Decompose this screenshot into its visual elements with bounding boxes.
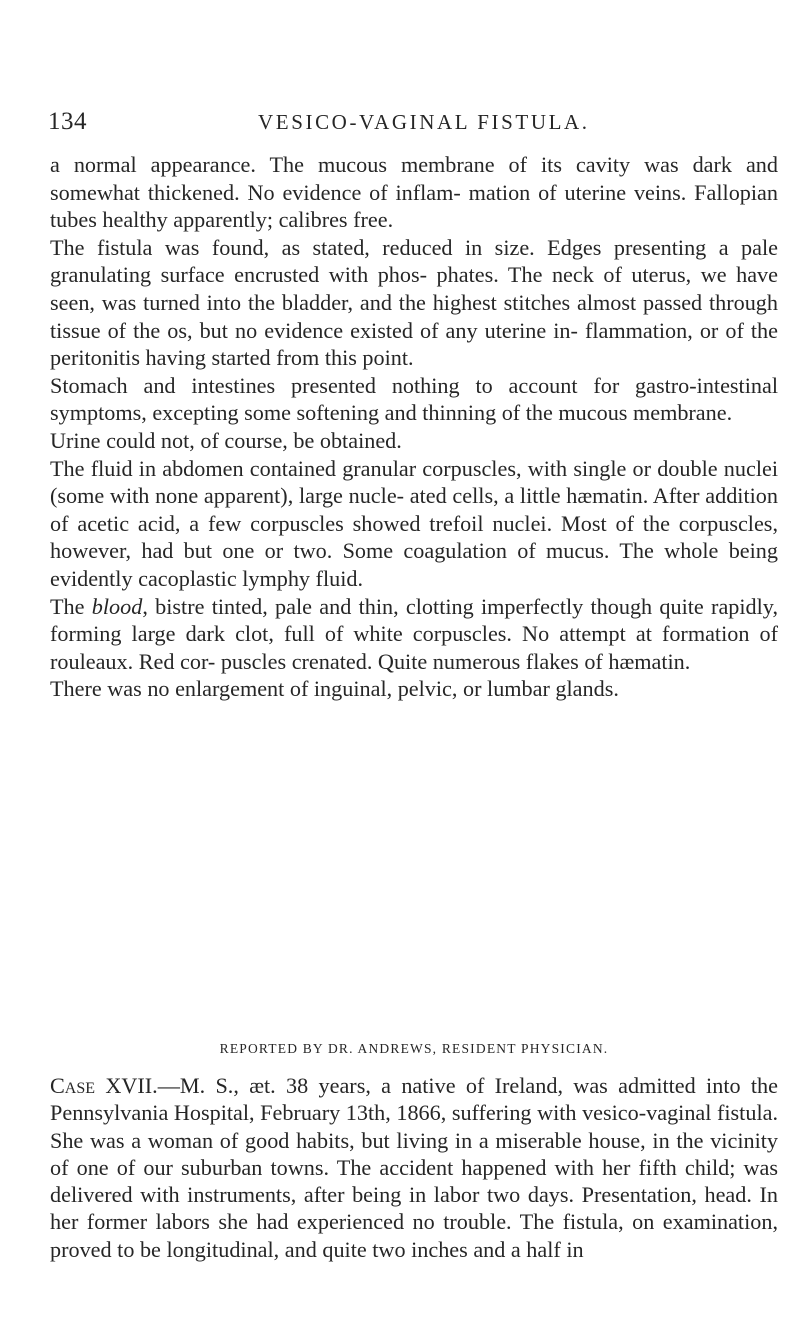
body-text [50,151,778,703]
paragraph: There was no enlargement of inguinal, pelvic, or lumbar glands. [50,676,619,702]
book-page [50,0,778,1342]
case-label: Case XVII. [50,1073,158,1098]
blood-paragraph [50,593,778,676]
blood-italic-word: blood [91,593,143,619]
paragraph: The fistula was found, as stated, reduced in size. Edges presenting a pale granulating surface encrusted with phos- phates. The neck of uterus, we have seen, was turned into the bladder, and the highest stitches almost passed through tissue of the os, but no evidence existed of any uterine in- flammation, or of the peritonitis having started from this point. [50,234,778,371]
page-number: 134 [48,108,87,135]
running-title: VESICO-VAGINAL FISTULA. [258,110,590,134]
blood-rest: , bistre tinted, pale and thin, clotting imperfectly though quite rapidly, forming large dark clot, full of white corpuscles. No attempt at formation of rouleaux. Red cor- puscles crenated. Quite numerous flakes of hæmatin. [50,593,779,674]
paragraph: The fluid in abdomen contained granular corpuscles, with single or double nuclei (some with none apparent), large nucle- ated cells, a little hæmatin. After addition of acetic acid, a few corpuscles showed trefoil nuclei. Most of the corpuscles, however, had but one or two. Some coagulation of mucus. The whole being evidently cacoplastic lymphy fluid. [50,455,778,591]
case-paragraph [50,1072,778,1263]
running-head [50,108,778,138]
paragraph: Stomach and intestines presented nothing to account for gastro-intestinal symptoms, excepting some softening and thinning of the mucous membrane. [50,372,778,426]
case-text [50,1072,778,1263]
paragraph: Urine could not, of course, be obtained. [50,427,402,453]
case-body: —M. S., æt. 38 years, a native of Ireland, was admitted into the Pennsylvania Hospital, February 13th, 1866, suffering with vesico-vaginal fistula. She was a woman of good habits, but living in a miserable house, in the vicinity of one of our suburban towns. The accident happened with her fifth child; was delivered with instruments, after being in labor two days. Presentation, head. In her former labors she had experienced no trouble. The fistula, on examination, proved to be longitudinal, and quite two inches and a half in [50,1073,778,1262]
paragraph: a normal appearance. The mucous membrane of its cavity was dark and somewhat thickened. No evidence of inflam- mation of uterine veins. Fallopian tubes healthy apparently; calibres free. [50,152,778,233]
blood-lead: The [50,593,92,619]
section-heading: REPORTED BY DR. ANDREWS, RESIDENT PHYSICIAN. [219,1041,609,1056]
